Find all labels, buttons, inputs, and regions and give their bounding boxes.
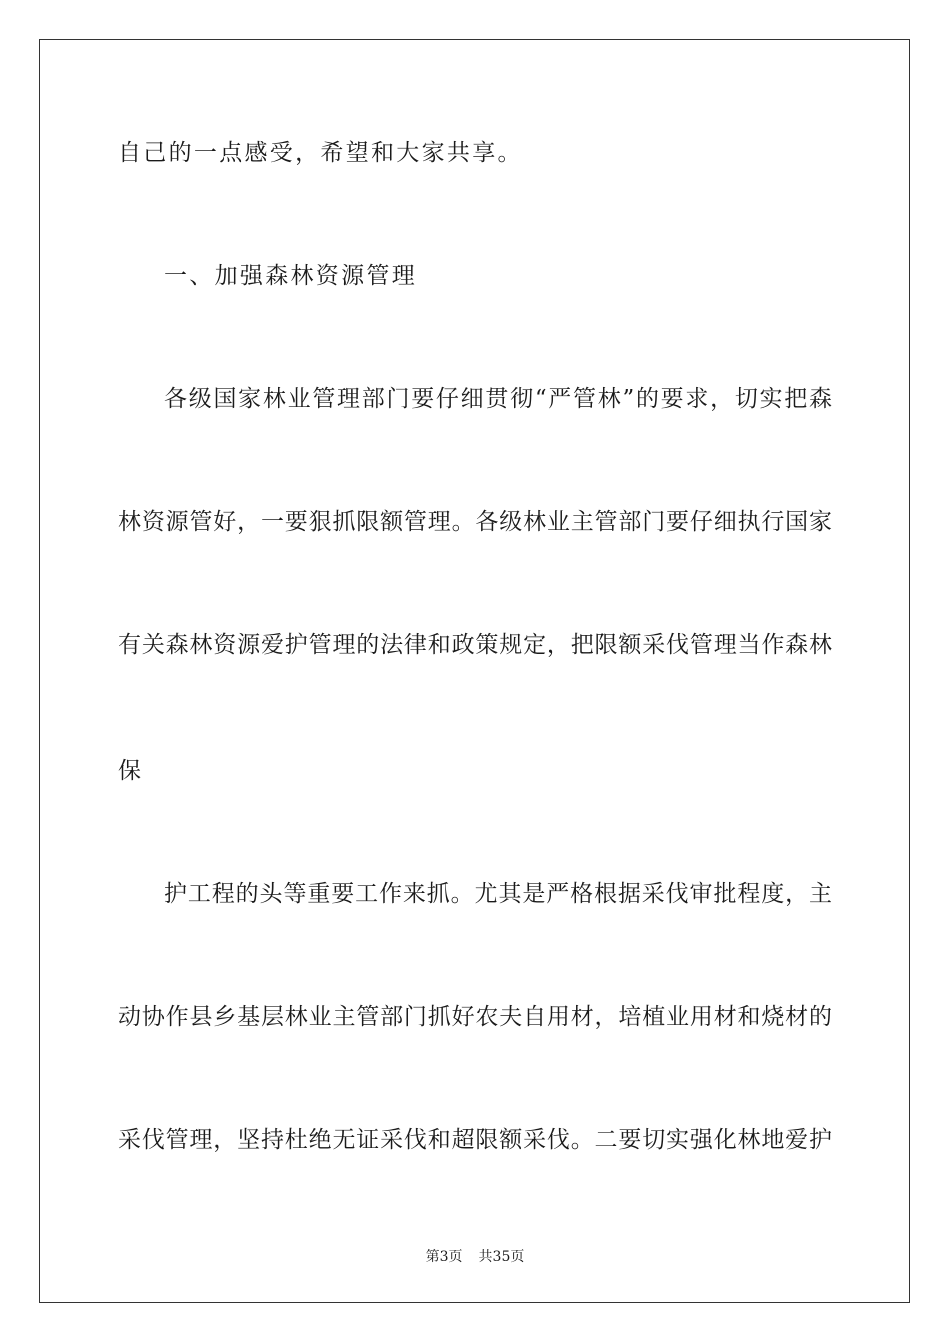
page-number: 第3页 — [425, 1249, 463, 1265]
paragraph-line-5: 有关森林资源爱护管理的法律和政策规定，把限额采伐管理当作森林 — [118, 632, 832, 658]
paragraph-line-1: 自己的一点感受，希望和大家共享。 — [118, 140, 523, 166]
paragraph-line-7: 护工程的头等重要工作来抓。尤其是严格根据采伐审批程度，主 — [164, 881, 832, 907]
paragraph-line-9: 采伐管理，坚持杜绝无证采伐和超限额采伐。二要切实强化林地爱护 — [118, 1127, 832, 1153]
page-border — [39, 39, 910, 1303]
paragraph-line-3: 各级国家林业管理部门要仔细贯彻“严管林”的要求，切实把森 — [164, 386, 832, 412]
paragraph-line-6: 保 — [118, 758, 144, 784]
page-total: 共35页 — [478, 1249, 525, 1265]
paragraph-line-8: 动协作县乡基层林业主管部门抓好农夫自用材，培植业用材和烧材的 — [118, 1004, 832, 1030]
paragraph-line-4: 林资源管好，一要狠抓限额管理。各级林业主管部门要仔细执行国家 — [118, 509, 832, 535]
section-heading: 一、加强森林资源管理 — [164, 263, 417, 289]
page-footer — [0, 1247, 950, 1267]
